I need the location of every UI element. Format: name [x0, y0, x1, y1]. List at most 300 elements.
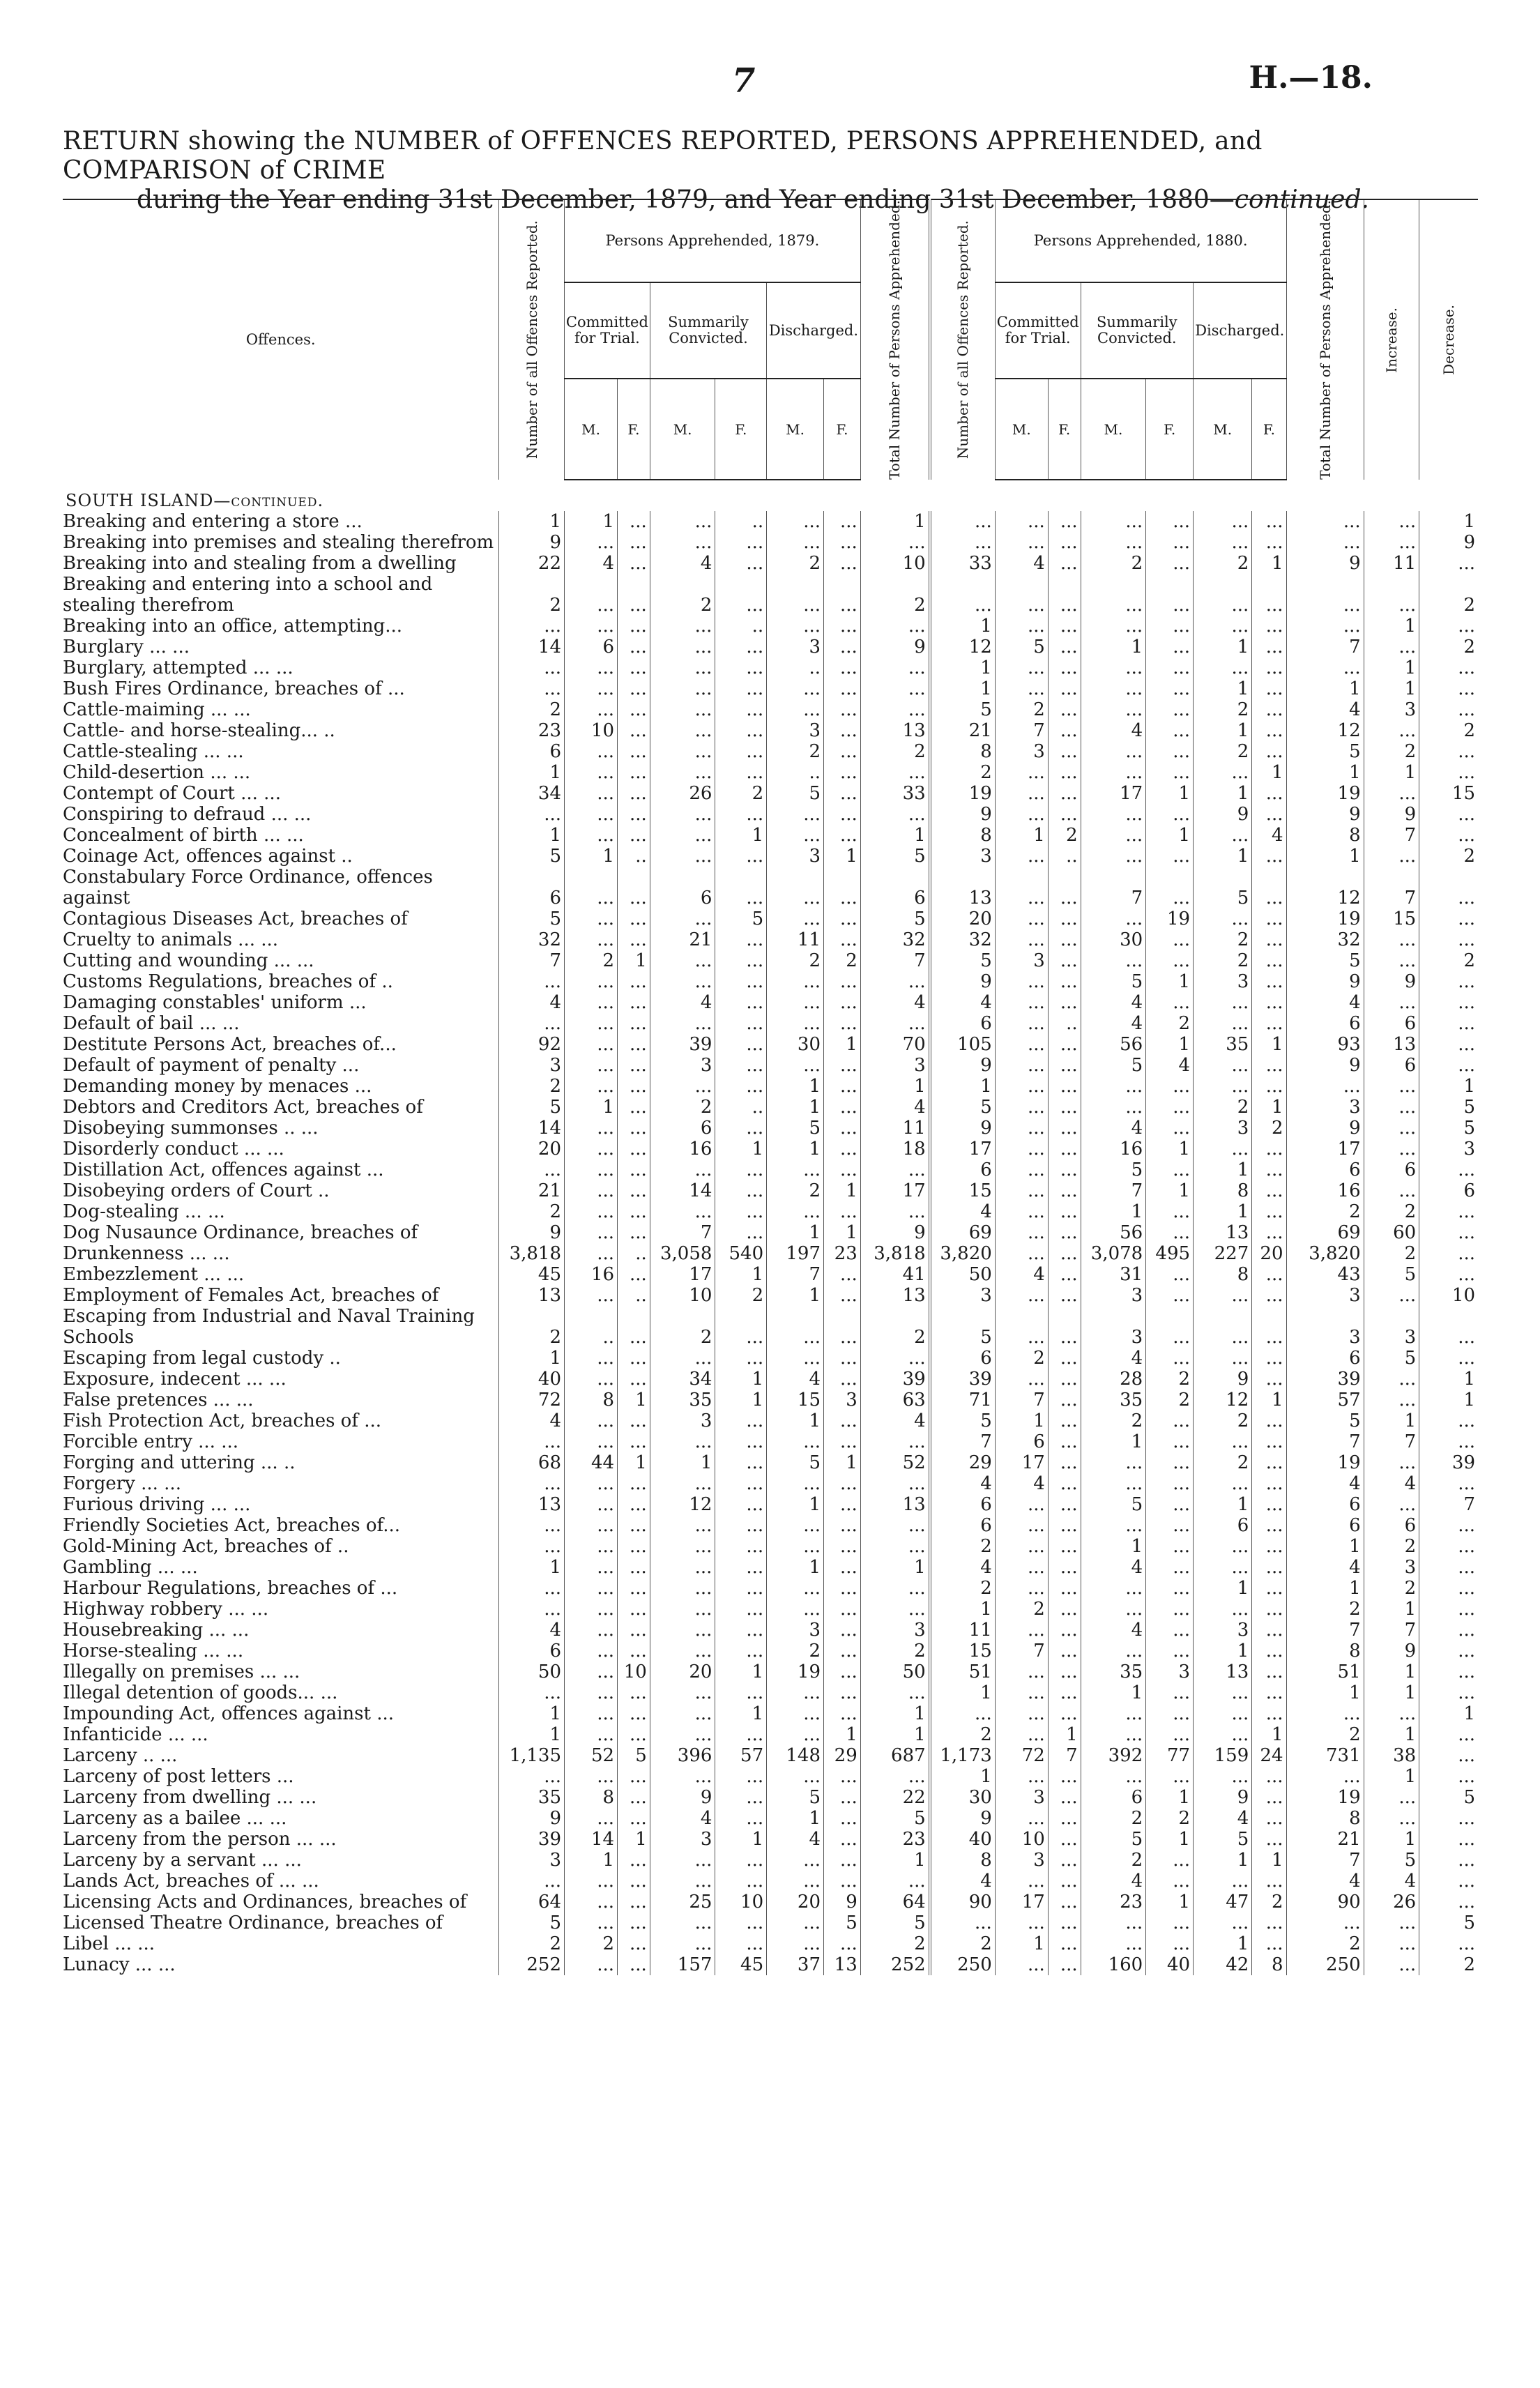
table-cell: 2 — [860, 1641, 929, 1661]
table-cell: 6 — [860, 867, 929, 908]
table-cell: ... — [650, 1724, 715, 1745]
table-cell: ... — [565, 678, 618, 699]
table-cell: ... — [824, 1557, 861, 1578]
table-cell: 252 — [499, 1954, 565, 1975]
table-cell: ... — [1081, 616, 1146, 637]
table-cell: 5 — [930, 1097, 996, 1118]
table-cell: 2 — [860, 1933, 929, 1954]
table-cell: 7 — [1364, 1431, 1419, 1452]
table-cell: ... — [618, 1222, 650, 1243]
table-cell: ... — [767, 1682, 824, 1703]
table-cell: 2 — [715, 1285, 767, 1306]
table-row — [63, 825, 1478, 846]
table-cell: ... — [995, 1139, 1048, 1159]
table-cell: ... — [1419, 1850, 1478, 1871]
table-cell: ... — [995, 1076, 1048, 1097]
table-cell: ... — [715, 1871, 767, 1892]
table-cell: 2 — [1286, 1724, 1364, 1745]
table-cell: 7 — [1286, 1850, 1364, 1871]
table-cell: ... — [767, 532, 824, 553]
table-cell: ... — [565, 1034, 618, 1055]
table-cell: 1 — [715, 1703, 767, 1724]
table-cell: 2 — [1364, 1243, 1419, 1264]
table-cell: ... — [995, 1097, 1048, 1118]
table-cell: 1 — [1364, 616, 1419, 637]
table-cell: ... — [860, 1515, 929, 1536]
table-cell: ... — [1048, 1682, 1081, 1703]
table-row — [63, 1766, 1478, 1787]
table-cell: ... — [1048, 1118, 1081, 1139]
table-cell: ... — [1364, 846, 1419, 867]
table-cell: ... — [565, 1954, 618, 1975]
table-cell: 1 — [715, 1369, 767, 1390]
table-cell: 1 — [1194, 637, 1252, 657]
offence-name: Escaping from legal custody .. — [63, 1347, 341, 1369]
table-cell: 33 — [860, 783, 929, 804]
table-cell: 19 — [767, 1661, 824, 1682]
table-cell: ... — [565, 1494, 618, 1515]
table-cell: 29 — [930, 1452, 996, 1473]
table-cell: ... — [930, 1912, 996, 1933]
table-cell: ... — [715, 1850, 767, 1871]
offence-name: Drunkenness ... ... — [63, 1242, 230, 1264]
table-cell: ... — [1048, 1620, 1081, 1641]
table-cell: ... — [715, 1536, 767, 1557]
table-cell: ... — [618, 1515, 650, 1536]
table-cell: ... — [1146, 1285, 1194, 1306]
table-cell: 2 — [499, 1933, 565, 1954]
table-cell: 7 — [1048, 1745, 1081, 1766]
table-cell: 30 — [930, 1787, 996, 1808]
table-cell: ... — [824, 908, 861, 929]
table-cell: ... — [650, 741, 715, 762]
table-cell: 1 — [1194, 783, 1252, 804]
table-cell: ... — [995, 783, 1048, 804]
reported-1880-header: Number of all Offences Reported. — [930, 199, 996, 480]
table-cell: ... — [1081, 762, 1146, 783]
table-cell: ... — [824, 783, 861, 804]
table-cell: 7 — [767, 1264, 824, 1285]
table-cell: 32 — [930, 929, 996, 950]
table-cell: ... — [1286, 657, 1364, 678]
table-cell: 3 — [930, 1285, 996, 1306]
table-cell: ... — [715, 1118, 767, 1139]
table-cell: ... — [767, 1933, 824, 1954]
table-cell: 2 — [565, 1933, 618, 1954]
summarily-1879-header: Summarily Convicted. — [650, 282, 766, 379]
table-cell: 1 — [767, 1076, 824, 1097]
table-cell: 93 — [1286, 1034, 1364, 1055]
table-cell: ... — [618, 929, 650, 950]
table-cell: 1 — [930, 1076, 996, 1097]
table-cell: ... — [824, 1933, 861, 1954]
table-cell: ... — [1048, 699, 1081, 720]
table-cell: 3 — [930, 846, 996, 867]
table-cell: ... — [1194, 1431, 1252, 1452]
table-cell: 6 — [1286, 1494, 1364, 1515]
table-cell: ... — [565, 992, 618, 1013]
table-cell: 2 — [499, 574, 565, 616]
table-cell: 9 — [930, 1808, 996, 1829]
table-cell: ... — [995, 657, 1048, 678]
table-cell: ... — [1286, 1703, 1364, 1724]
table-cell: ... — [1048, 1452, 1081, 1473]
table-cell: 2 — [1286, 1599, 1364, 1620]
offence-name: Housebreaking ... ... — [63, 1619, 250, 1641]
table-cell: 77 — [1146, 1745, 1194, 1766]
table-cell: ... — [1252, 699, 1286, 720]
table-cell: 159 — [1194, 1745, 1252, 1766]
table-cell: ... — [618, 1159, 650, 1180]
table-cell: 1 — [1194, 1494, 1252, 1515]
offence-name: Escaping from Industrial and Naval Training Schools — [63, 1305, 475, 1348]
offence-name: Concealment of birth ... ... — [63, 824, 304, 846]
table-cell: 4 — [1364, 1473, 1419, 1494]
offence-name: Exposure, indecent ... ... — [63, 1368, 287, 1390]
table-cell: 1 — [1146, 1034, 1194, 1055]
table-cell: 92 — [499, 1034, 565, 1055]
apprehended-1880-header: Persons Apprehended, 1880. — [995, 199, 1286, 282]
table-cell: 1 — [860, 1724, 929, 1745]
table-cell: ... — [1419, 1536, 1478, 1557]
table-cell: ... — [767, 1850, 824, 1871]
table-cell: ... — [1048, 1871, 1081, 1892]
table-cell: ... — [499, 1682, 565, 1703]
table-row — [63, 1850, 1478, 1871]
table-cell: 4 — [930, 1201, 996, 1222]
table-cell: ... — [1419, 1410, 1478, 1431]
table-cell: 15 — [930, 1641, 996, 1661]
offence-name: Larceny .. ... — [63, 1744, 178, 1766]
table-row — [63, 657, 1478, 678]
table-cell: 20 — [767, 1892, 824, 1912]
table-cell: 1 — [618, 950, 650, 971]
table-cell: ... — [565, 1641, 618, 1661]
table-cell: 38 — [1364, 1745, 1419, 1766]
table-cell: ... — [715, 1201, 767, 1222]
table-row — [63, 553, 1478, 574]
table-cell: 1 — [1146, 1892, 1194, 1912]
offence-name: Fish Protection Act, breaches of ... — [63, 1410, 382, 1431]
table-cell: 45 — [715, 1954, 767, 1975]
table-cell: 1 — [1081, 1682, 1146, 1703]
table-cell: ... — [995, 1766, 1048, 1787]
offence-name: Lunacy ... ... — [63, 1954, 176, 1975]
table-cell: ... — [824, 804, 861, 825]
table-cell: ... — [618, 1703, 650, 1724]
table-cell: 21 — [930, 720, 996, 741]
table-cell: ... — [1194, 657, 1252, 678]
table-cell: 24 — [1252, 1745, 1286, 1766]
table-cell: 34 — [499, 783, 565, 804]
table-cell: ... — [618, 1055, 650, 1076]
table-cell: 10 — [1419, 1285, 1478, 1306]
table-cell: ... — [650, 720, 715, 741]
table-cell: ... — [824, 1348, 861, 1369]
table-row — [63, 929, 1478, 950]
table-cell: 1 — [499, 825, 565, 846]
table-cell: 22 — [499, 553, 565, 574]
table-cell: 8 — [1194, 1180, 1252, 1201]
table-cell: .. — [618, 1285, 650, 1306]
table-cell: ... — [618, 1013, 650, 1034]
table-cell: ... — [715, 1180, 767, 1201]
table-cell: ... — [1048, 1829, 1081, 1850]
table-cell: ... — [1194, 1871, 1252, 1892]
table-cell: 1 — [930, 1766, 996, 1787]
table-cell: 1 — [1252, 1724, 1286, 1745]
table-cell: ... — [650, 637, 715, 657]
table-cell: 1 — [1286, 846, 1364, 867]
increase-header: Increase. — [1364, 199, 1419, 480]
table-cell: 8 — [565, 1390, 618, 1410]
table-cell: 2 — [1419, 846, 1478, 867]
table-cell: 4 — [1081, 720, 1146, 741]
table-cell: 16 — [1286, 1180, 1364, 1201]
table-cell: ... — [499, 1013, 565, 1034]
table-cell: ... — [1419, 1013, 1478, 1034]
table-cell: 5 — [860, 1808, 929, 1829]
table-cell: ... — [1081, 950, 1146, 971]
table-cell: 1 — [1146, 1787, 1194, 1808]
table-cell: 1 — [1194, 1933, 1252, 1954]
table-cell: ... — [618, 1348, 650, 1369]
table-cell: 40 — [1146, 1954, 1194, 1975]
table-cell: ... — [1146, 532, 1194, 553]
table-cell: ... — [824, 1515, 861, 1536]
table-row — [63, 1034, 1478, 1055]
table-cell: 39 — [650, 1034, 715, 1055]
table-cell: ... — [1419, 1055, 1478, 1076]
table-cell: 2 — [824, 950, 861, 971]
table-cell: ... — [767, 992, 824, 1013]
table-cell: 3 — [1364, 1306, 1419, 1348]
table-cell: ... — [715, 553, 767, 574]
table-row — [63, 1201, 1478, 1222]
table-row — [63, 1703, 1478, 1724]
title-line-1: RETURN showing the NUMBER of OFFENCES REPORTED, PERSONS APPREHENDED, and COMPARISON of CRIME — [63, 127, 1263, 185]
table-cell: 1 — [1419, 511, 1478, 532]
offence-name: Gold-Mining Act, breaches of .. — [63, 1535, 349, 1557]
table-cell: 4 — [860, 1410, 929, 1431]
table-cell: ... — [715, 1933, 767, 1954]
table-cell: ... — [860, 1578, 929, 1599]
table-cell: ... — [1081, 1933, 1146, 1954]
table-row — [63, 1515, 1478, 1536]
table-cell: ... — [1252, 1076, 1286, 1097]
table-cell: ... — [767, 1159, 824, 1180]
table-cell: 2 — [1081, 1850, 1146, 1871]
table-cell: ... — [1048, 1850, 1081, 1871]
table-row — [63, 532, 1478, 553]
table-cell: 50 — [499, 1661, 565, 1682]
table-cell: ... — [1048, 1808, 1081, 1829]
table-row — [63, 637, 1478, 657]
table-cell: ... — [1419, 929, 1478, 950]
table-cell: ... — [860, 1766, 929, 1787]
table-cell: 32 — [860, 929, 929, 950]
table-cell: 15 — [767, 1390, 824, 1410]
table-cell: .. — [565, 1306, 618, 1348]
table-cell: 11 — [1364, 553, 1419, 574]
table-cell: 6 — [499, 867, 565, 908]
table-cell: ... — [1081, 1097, 1146, 1118]
table-cell: ... — [1252, 971, 1286, 992]
table-cell: 1 — [1146, 971, 1194, 992]
table-cell: 1 — [860, 1850, 929, 1871]
table-cell: ... — [824, 825, 861, 846]
table-cell: 7 — [650, 1222, 715, 1243]
table-cell: ... — [1048, 1076, 1081, 1097]
table-cell: 495 — [1146, 1243, 1194, 1264]
table-cell: 1 — [1146, 1829, 1194, 1850]
table-cell: ... — [499, 657, 565, 678]
table-cell: ... — [1252, 1222, 1286, 1243]
table-cell: 56 — [1081, 1034, 1146, 1055]
table-cell: ... — [1364, 929, 1419, 950]
offence-name: Breaking and entering into a school and stealing therefrom — [63, 573, 433, 616]
table-cell: ... — [995, 1201, 1048, 1222]
table-cell: ... — [1146, 1118, 1194, 1139]
table-row — [63, 1954, 1478, 1975]
table-cell: ... — [1081, 741, 1146, 762]
table-cell: ... — [650, 846, 715, 867]
table-cell: ... — [1048, 1139, 1081, 1159]
table-cell: 10 — [715, 1892, 767, 1912]
table-cell: ... — [1419, 1034, 1478, 1055]
table-cell: 1 — [1194, 1159, 1252, 1180]
table-cell: ... — [1048, 1180, 1081, 1201]
table-cell: 5 — [930, 1306, 996, 1348]
table-cell: 5 — [767, 783, 824, 804]
table-cell: 2 — [1194, 1097, 1252, 1118]
table-cell: 1 — [565, 846, 618, 867]
table-cell: ... — [1286, 532, 1364, 553]
table-cell: ... — [1194, 1536, 1252, 1557]
table-cell: 1 — [767, 1557, 824, 1578]
table-cell: 6 — [1364, 1013, 1419, 1034]
table-cell: 35 — [1194, 1034, 1252, 1055]
table-cell: 6 — [930, 1515, 996, 1536]
table-cell: 1 — [930, 657, 996, 678]
table-cell: ... — [995, 1055, 1048, 1076]
table-cell: 16 — [565, 1264, 618, 1285]
table-cell: 23 — [499, 720, 565, 741]
table-cell: 40 — [499, 1369, 565, 1390]
table-cell: ... — [995, 762, 1048, 783]
table-cell: 19 — [1286, 1787, 1364, 1808]
f-header: F. — [824, 379, 861, 479]
table-cell: ... — [824, 1013, 861, 1034]
table-cell: ... — [1048, 678, 1081, 699]
table-row — [63, 1013, 1478, 1034]
table-cell: 2 — [930, 762, 996, 783]
table-cell: ... — [1364, 1076, 1419, 1097]
table-cell: ... — [1286, 511, 1364, 532]
offence-name: Libel ... ... — [63, 1933, 155, 1954]
table-cell: ... — [618, 1097, 650, 1118]
table-cell: ... — [1252, 1431, 1286, 1452]
table-cell: 14 — [499, 1118, 565, 1139]
table-cell: 1 — [1252, 553, 1286, 574]
table-cell: ... — [1252, 616, 1286, 637]
table-row — [63, 867, 1478, 908]
table-cell: ... — [618, 678, 650, 699]
table-cell: 4 — [1252, 825, 1286, 846]
table-cell: ... — [1252, 678, 1286, 699]
table-cell: ... — [860, 971, 929, 992]
table-cell: ... — [1146, 678, 1194, 699]
table-cell: ... — [1048, 1661, 1081, 1682]
table-cell: 21 — [1286, 1829, 1364, 1850]
table-cell: ... — [1048, 1515, 1081, 1536]
table-cell: 5 — [1419, 1118, 1478, 1139]
table-cell: 90 — [930, 1892, 996, 1912]
table-cell: 3 — [767, 720, 824, 741]
offences-header: Offences. — [63, 199, 499, 480]
table-cell: 2 — [1146, 1369, 1194, 1390]
table-cell: ... — [715, 1494, 767, 1515]
table-row — [63, 1159, 1478, 1180]
offence-name: Larceny by a servant ... ... — [63, 1849, 302, 1871]
table-cell: 9 — [860, 1222, 929, 1243]
offence-name: Infanticide ... ... — [63, 1724, 208, 1745]
table-cell: ... — [715, 699, 767, 720]
table-cell: ... — [995, 1369, 1048, 1390]
table-cell: 1 — [1364, 1599, 1419, 1620]
table-cell: ... — [1048, 1557, 1081, 1578]
table-cell: 5 — [767, 1118, 824, 1139]
table-cell: ... — [1146, 804, 1194, 825]
table-cell: 15 — [1419, 783, 1478, 804]
table-cell: ... — [650, 908, 715, 929]
summarily-1880-header: Summarily Convicted. — [1081, 282, 1193, 379]
offence-name: Dog Nusaunce Ordinance, breaches of — [63, 1222, 418, 1243]
table-cell: ... — [499, 1431, 565, 1452]
table-cell: 19 — [1286, 783, 1364, 804]
table-row — [63, 1829, 1478, 1850]
table-cell: ... — [1048, 1578, 1081, 1599]
table-cell: ... — [1146, 1912, 1194, 1933]
table-cell: ... — [1146, 1452, 1194, 1473]
table-cell: 6 — [499, 1641, 565, 1661]
table-cell: 1 — [1194, 678, 1252, 699]
table-cell: 68 — [499, 1452, 565, 1473]
table-cell: ... — [618, 1431, 650, 1452]
table-cell: ... — [1146, 1201, 1194, 1222]
table-cell: 2 — [650, 574, 715, 616]
table-cell: ... — [565, 1536, 618, 1557]
table-cell: ... — [650, 699, 715, 720]
offence-name: Demanding money by menaces ... — [63, 1075, 372, 1097]
table-cell: ... — [1286, 1076, 1364, 1097]
table-cell: 6 — [1364, 1159, 1419, 1180]
table-cell: ... — [824, 1431, 861, 1452]
offence-name: Breaking into and stealing from a dwelling — [63, 552, 457, 574]
table-cell: 1 — [767, 1285, 824, 1306]
table-cell: ... — [1364, 1390, 1419, 1410]
table-cell: 4 — [767, 1829, 824, 1850]
table-cell: ... — [715, 1473, 767, 1494]
table-cell: ... — [618, 699, 650, 720]
table-row — [63, 1118, 1478, 1139]
table-cell: ... — [618, 637, 650, 657]
table-cell: 72 — [499, 1390, 565, 1410]
table-cell: ... — [499, 1578, 565, 1599]
table-cell: 9 — [1194, 1369, 1252, 1390]
table-cell: 7 — [1081, 1180, 1146, 1201]
table-cell: ... — [1146, 574, 1194, 616]
